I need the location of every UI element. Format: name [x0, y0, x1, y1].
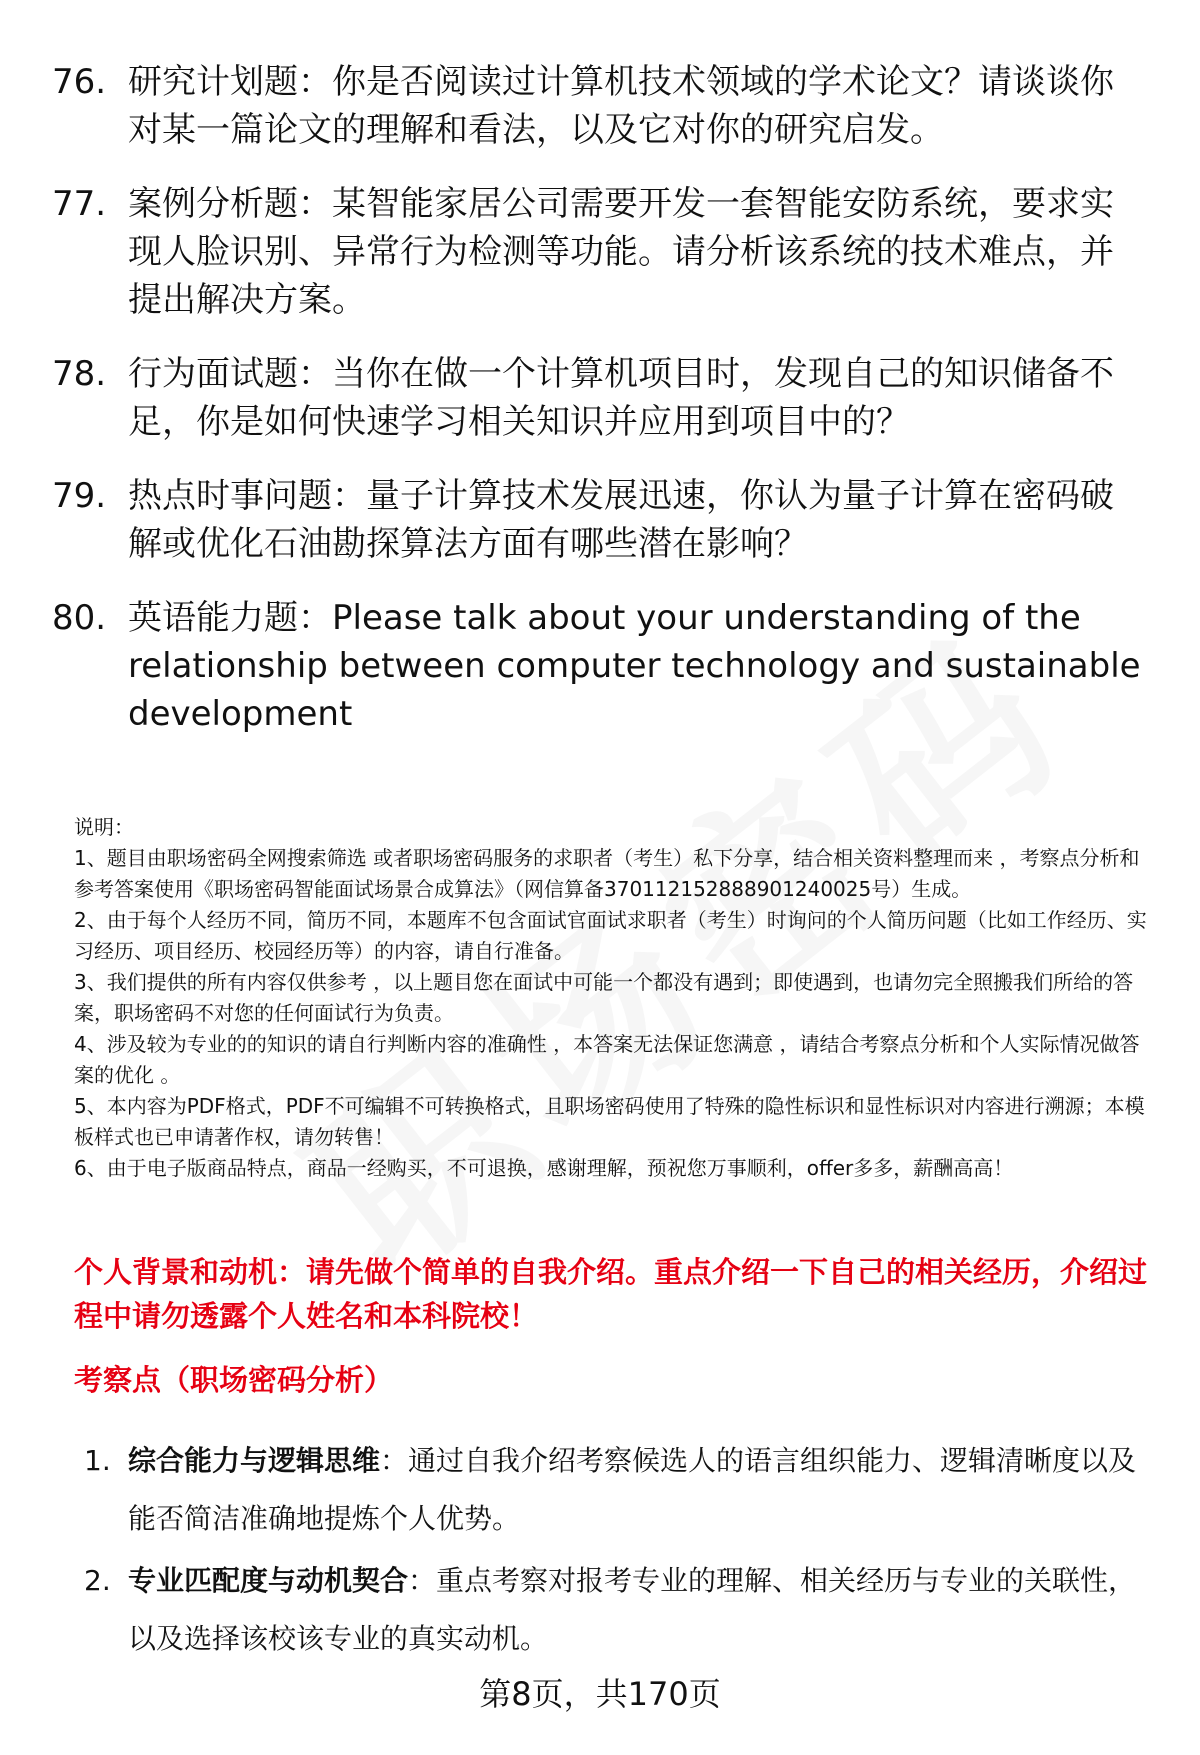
analysis-point [84, 1552, 1154, 1668]
point-title: 综合能力与逻辑思维 [128, 1444, 381, 1477]
note-item: 6、由于电子版商品特点，商品一经购买，不可退换，感谢理解，预祝您万事顺利，offer多多，薪酬高高！ [74, 1156, 1014, 1180]
question-text: 研究计划题：你是否阅读过计算机技术领域的学术论文？请谈谈你对某一篇论文的理解和看法，以及它对你的研究启发。 [128, 62, 1114, 150]
analysis-points [84, 1432, 1154, 1672]
question-number: 76. [52, 62, 107, 102]
notes-title: 说明： [74, 815, 134, 839]
note-item: 2、由于每个人经历不同，简历不同，本题库不包含面试官面试求职者（考生）时询问的个人简历问题（比如工作经历、实习经历、项目经历、校园经历等）的内容，请自行准备。 [74, 908, 1147, 963]
point-body [128, 1552, 1154, 1668]
question-text: 行为面试题：当你在做一个计算机项目时，发现自己的知识储备不足，你是如何快速学习相关知识并应用到项目中的？ [128, 354, 1114, 442]
question-item [52, 180, 1152, 324]
note-item: 3、我们提供的所有内容仅供参考 ，以上题目您在面试中可能一个都没有遇到；即使遇到，也请勿完全照搬我们所给的答案，职场密码不对您的任何面试行为负责。 [74, 970, 1134, 1025]
question-text: 案例分析题：某智能家居公司需要开发一套智能安防系统，要求实现人脸识别、异常行为检测等功能。请分析该系统的技术难点，并提出解决方案。 [128, 184, 1114, 320]
point-title: 专业匹配度与动机契合 [128, 1564, 409, 1597]
question-number: 80. [52, 598, 107, 638]
question-text: 热点时事问题：量子计算技术发展迅速，你认为量子计算在密码破解或优化石油勘探算法方面有哪些潜在影响？ [128, 476, 1114, 564]
page-footer: 第8页，共170页 [479, 1675, 721, 1713]
question-number: 77. [52, 184, 107, 224]
question-item [52, 58, 1152, 154]
question-number: 79. [52, 476, 107, 516]
note-item: 4、涉及较为专业的的知识的请自行判断内容的准确性 ，本答案无法保证您满意 ，请结合考察点分析和个人实际情况做答案的优化 。 [74, 1032, 1140, 1087]
note-item: 1、题目由职场密码全网搜索筛选 或者职场密码服务的求职者（考生）私下分享，结合相关资料整理而来 ，考察点分析和参考答案使用《职场密码智能面试场景合成算法》（网信算备370112152888901240025号）生成。 [74, 846, 1140, 901]
question-item [52, 350, 1152, 446]
point-text: ：通过自我介绍考察候选人的语言组织能力、逻辑清晰度以及能否简洁准确地提炼个人优势。 [128, 1444, 1137, 1535]
question-item [52, 472, 1152, 568]
point-number: 2. [84, 1564, 111, 1597]
section-heading: 个人背景和动机：请先做个简单的自我介绍。重点介绍一下自己的相关经历，介绍过程中请勿透露个人姓名和本科院校！ [74, 1255, 1148, 1333]
question-text: 英语能力题：Please talk about your understanding of the relationship between computer technology and sustainable development [128, 598, 1141, 734]
question-list [52, 58, 1152, 764]
point-number: 1. [84, 1444, 111, 1477]
question-number: 78. [52, 354, 107, 394]
question-item [52, 594, 1152, 738]
point-body [128, 1432, 1154, 1548]
analysis-point [84, 1432, 1154, 1548]
notes-section [74, 812, 1159, 1184]
section-subheading: 考察点（职场密码分析） [74, 1363, 394, 1397]
point-text: ：重点考察对报考专业的理解、相关经历与专业的关联性，以及选择该校该专业的真实动机。 [128, 1564, 1137, 1655]
note-item: 5、本内容为PDF格式，PDF不可编辑不可转换格式，且职场密码使用了特殊的隐性标识和显性标识对内容进行溯源；本模板样式也已申请著作权，请勿转售！ [74, 1094, 1145, 1149]
